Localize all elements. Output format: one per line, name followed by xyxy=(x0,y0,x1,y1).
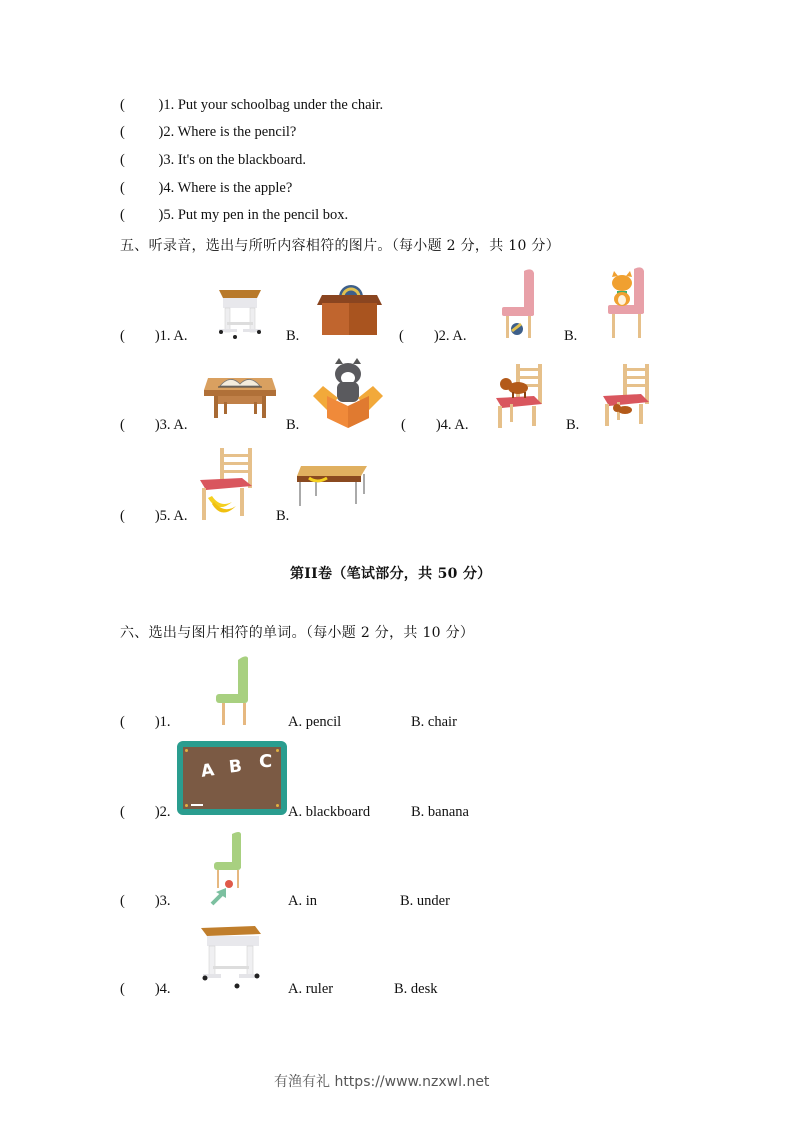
answer-blank[interactable]: ( xyxy=(120,981,125,997)
question-row: ( )3. It's on the blackboard. xyxy=(120,152,307,168)
green-chair-image xyxy=(214,654,252,726)
question-row: ( )5. Put my pen in the pencil box. xyxy=(120,207,349,223)
blackboard-image xyxy=(177,741,287,815)
cat-on-chair-image xyxy=(604,265,646,340)
question-row: ( )1. Put your schoolbag under the chair. xyxy=(120,97,384,113)
blackboard-letter: A xyxy=(199,760,216,782)
ball-under-chair-arrow-image xyxy=(208,830,248,908)
s6-q1-option-b: B. chair xyxy=(411,714,457,730)
answer-blank[interactable]: ( xyxy=(120,508,125,524)
s6-q3-label: ( )3. xyxy=(120,893,171,909)
s5-q4-option-b: B. xyxy=(566,417,580,433)
question-row: ( )2. Where is the pencil? xyxy=(120,124,297,140)
school-desk-image xyxy=(199,922,263,990)
s5-q2-option-b: B. xyxy=(564,328,578,344)
answer-blank[interactable]: ( xyxy=(401,417,406,433)
question-text: Put my pen in the pencil box. xyxy=(177,207,349,223)
answer-blank[interactable]: ( xyxy=(120,804,125,820)
book-on-desk-image xyxy=(202,368,278,420)
footer-watermark: 有渔有礼 https://www.nzxwl.net xyxy=(274,1074,490,1090)
answer-blank[interactable]: ( xyxy=(120,417,125,433)
answer-blank[interactable]: ( xyxy=(120,714,125,730)
s5-q2-label: ( )2. A. xyxy=(399,328,467,344)
section6-heading: 六、选出与图片相符的单词。（每小题 2 分，共 10 分） xyxy=(120,625,475,641)
question-text: It's on the blackboard. xyxy=(177,152,307,168)
blackboard-letter: B xyxy=(227,756,243,778)
ball-in-box-image xyxy=(317,283,382,335)
answer-blank-open[interactable]: ( xyxy=(120,152,125,168)
question-text: Where is the pencil? xyxy=(177,124,297,140)
question-text: Where is the apple? xyxy=(177,180,293,196)
s6-q1-label: ( )1. xyxy=(120,714,171,730)
s6-q4-option-a: A. ruler xyxy=(288,981,334,997)
desk-image xyxy=(215,282,265,340)
s5-q1-option-b: B. xyxy=(286,328,300,344)
cat-in-box-image xyxy=(313,356,383,430)
s5-q4-label: ( )4. A. xyxy=(401,417,469,433)
s5-q5-label: ( )5. A. xyxy=(120,508,188,524)
answer-blank[interactable]: ( xyxy=(120,893,125,909)
answer-blank-open[interactable]: ( xyxy=(120,124,125,140)
ball-under-chair-image xyxy=(498,267,538,339)
dog-on-chair-image xyxy=(494,362,546,428)
question-text: Put your schoolbag under the chair. xyxy=(177,97,384,113)
section5-heading: 五、听录音，选出与所听内容相符的图片。（每小题 2 分，共 10 分） xyxy=(120,238,561,254)
blackboard-surface xyxy=(183,747,281,809)
s5-q5-option-b: B. xyxy=(276,508,290,524)
s6-q3-option-a: A. in xyxy=(288,893,317,909)
question-row: ( )4. Where is the apple? xyxy=(120,180,293,196)
s5-q3-label: ( )3. A. xyxy=(120,417,188,433)
answer-blank-open[interactable]: ( xyxy=(120,180,125,196)
s6-q4-label: ( )4. xyxy=(120,981,171,997)
answer-blank[interactable]: ( xyxy=(120,328,125,344)
blackboard-letter: C xyxy=(259,751,273,772)
s6-q4-option-b: B. desk xyxy=(394,981,438,997)
s6-q2-option-a: A. blackboard xyxy=(288,804,371,820)
answer-blank[interactable]: ( xyxy=(399,328,404,344)
part2-title: 第II卷（笔试部分，共 50 分） xyxy=(290,566,492,582)
chalk-icon xyxy=(191,804,203,806)
answer-blank-open[interactable]: ( xyxy=(120,97,125,113)
s5-q1-label: ( )1. A. xyxy=(120,328,188,344)
s6-q2-label: ( )2. xyxy=(120,804,171,820)
answer-blank-open[interactable]: ( xyxy=(120,207,125,223)
s6-q2-option-b: B. banana xyxy=(411,804,469,820)
dog-under-chair-image xyxy=(601,362,653,428)
bananas-under-chair-image xyxy=(198,446,256,522)
bananas-in-desk-image xyxy=(295,464,369,508)
s6-q3-option-b: B. under xyxy=(400,893,450,909)
s5-q3-option-b: B. xyxy=(286,417,300,433)
s6-q1-option-a: A. pencil xyxy=(288,714,342,730)
